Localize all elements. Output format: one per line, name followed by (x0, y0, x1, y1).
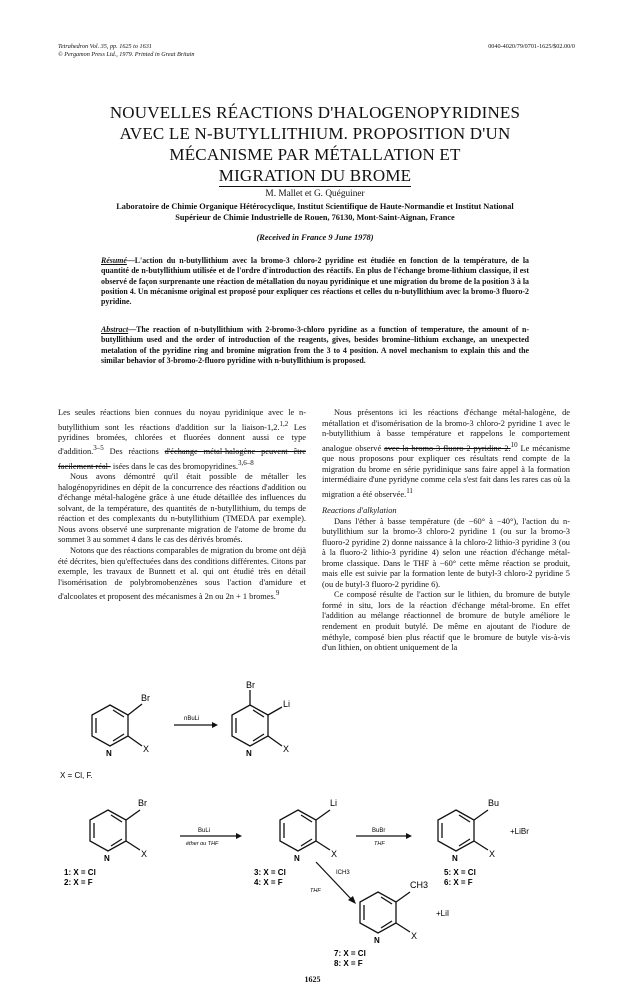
bromine-label: Br (138, 798, 147, 808)
reagent-label: nBuLi (184, 716, 200, 722)
right-paragraph-1: Nous présentons ici les réactions d'échange métal-halogène, de métallation et d'isomérisation de la bromo-3 chloro-2 pyridine 1 avec le n-butyllithium à basse température et rappelons le comportement analogue observé avec la bromo-3 fluoro-2 pyridine 2.10 Le mécanisme que nous proposons pour expliquer ces résultats rend compte de la migration du brome en série pyridinique sans faire appel à la formation intermédiaire d'une pyridyne comme cela s'est fait dans les rares cas où la migration a été observée.$^{11}$ (322, 408, 570, 499)
nitrogen-label: N (294, 854, 300, 863)
substituent-x-label: X (143, 744, 150, 754)
compound-label: 8: X = F (334, 959, 363, 968)
citation: 9 (275, 589, 280, 598)
left-paragraph-2: Nous avons démontré qu'il était possible de métaller les halogénopyridines en dépit de la concurrence des réactions d'addition ou d'échange métal-halogène grâce à une étude détaillée des influences du solvant, de la température, des quantités de n-butyllithium, du temps de réaction et des complexants du n-butyllithium (TMEDA par exemple). Nous avons observé une surprenante migration de l'atome de brome du sommet 3 au sommet 4 dans le cas des dérivés bromés. (58, 472, 306, 545)
running-header-right: 0040-4020/79/0701-1625/$02.00/0 (488, 43, 575, 50)
affiliation-line-2: Supérieur de Chimie Industrielle de Rouen, 76130, Mont-Saint-Aignan, France (175, 212, 455, 222)
resume-text: —L'action du n-butyllithium avec la bromo-3 chloro-2 pyridine est étudiée en fonction de la température, de la quantité de n-butyllithium utilisée et de l'ordre d'introduction des réactifs. En plus de l'échange brome-lithium classique, il est observé de façon surprenante une réaction de métallation du noyau pyridinique et une migration du brome de la position 3 à la position 4. Un mécanisme original est proposé pour expliquer ces réactions et celles du n-butyllithium avec la bromo-3 fluoro-2 pyridine. (101, 256, 529, 307)
authors: M. Mallet et G. Quéguiner (265, 189, 365, 199)
nitrogen-label: N (246, 749, 252, 758)
left-paragraph-3: Notons que des réactions comparables de migration du brome ont déjà été décrites, bien qu'effectuées dans des conditions différentes. Citons par exemple, les travaux de Bunnett et al. qui ont étudié très en détail l'isomérisation de polybromobenzènes sous l'action d'amidure et d'alcoolates et proposent des mécanismes à 2n ou 2n + 1 bromes.$^9$ (58, 545, 306, 601)
resume-block (101, 256, 529, 307)
substituent-legend: X = Cl, F. (60, 771, 93, 780)
substituent-x-label: X (141, 849, 148, 859)
page-number: 1625 (304, 975, 321, 984)
struck-text: d'échange métal-halogène peuvent être facilement réal- (58, 447, 306, 471)
pyridine-ring-1 (90, 810, 140, 851)
right-column (322, 408, 570, 654)
left-paragraph-1: Les seules réactions bien connues du noyau pyridinique avec le n-butyllithium sont les réactions d'addition sur la liaison-1,2.$^{1,2}$ Les pyridines bromées, chlorées et fluorées donnent aussi ce type d'addition.$^{3-5}$ Des réactions d'échange métal-halogène peuvent être facilement réal- isées dans le cas des bromopyridines.$^{3,6-8}$ (58, 408, 307, 471)
substituent-x-label: X (283, 744, 290, 754)
abstract-text: —The reaction of n-butyllithium with 2-bromo-3-chloro pyridine as a function of temperature, the amount of n-butyllithium used and the order of introduction of the reagents, gives, besides bromine–lithium exchange, an unexpected metalation of the pyridine ring and bromine migration from the 3 to 4 position. A novel mechanism to explain this and the similar behavior of 3-bromo-2-fluoro pyridine with n-butyllithium is proposed. (101, 325, 529, 365)
reaction-scheme-1 (52, 680, 312, 782)
butyl-label: Bu (488, 798, 500, 808)
citation: 11 (406, 486, 413, 495)
affiliation-line-1: Laboratoire de Chimie Organique Hétérocyclique, Institut Scientifique de Haute-Normandie et Institut National (116, 202, 514, 211)
reagent-label: ICH3 (336, 870, 350, 876)
citation: 3–5 (93, 444, 104, 453)
compound-label: 6: X = F (444, 878, 473, 887)
pyridine-ring-5 (438, 810, 488, 851)
right-paragraph-3: Ce composé résulte de l'action sur le lithien, du bromure de butyle formé in situ, lors de la réaction d'échange métal-brome. En effet l'addition au mélange réactionnel de bromure de butyle améliore le rendement en produit butylé. De même en ajoutant de l'iodure de méthyle, composé bien plus réactif que le bromure de butyle vis-à-vis d'un lithien, on obtient uniquement de la (322, 590, 570, 653)
pyridine-ring-7 (360, 892, 410, 933)
reaction-scheme-2 (58, 782, 578, 972)
reagent-label: BuLi (198, 828, 211, 834)
right-paragraph-2: Dans l'éther à basse température (de −60° à −40°), l'action du n-butyllithium sur la bromo-3 chloro-2 pyridine 1 (ou sur la bromo-3 fluoro-2 pyridine 2) donne naissance à la chloro-2 lithio-3 pyridine 3 (ou à la fluoro-2 lithio-3 pyridine 4) selon une réaction d'échange métal-brome classique. Dans le THF à −60° cette même réaction se produit, mais elle est suivie par la formation lente de butyl-3 chloro-2 pyridine 5 (ou de butyl-3 fluoro-2 pyridine 6). (322, 516, 570, 589)
nitrogen-label: N (452, 854, 458, 863)
reaction-arrow (316, 862, 352, 900)
arrow-head (236, 833, 242, 839)
methyl-label: CH3 (410, 880, 429, 890)
publisher-line: © Pergamon Press Ltd., 1979. Printed in Great Britain (58, 51, 195, 58)
substituent-x-label: X (331, 849, 338, 859)
compound-label: 5: X = Cl (444, 868, 476, 877)
left-column (58, 408, 306, 602)
title-line-2: AVEC LE N-BUTYLLITHIUM. PROPOSITION D'UN (119, 124, 511, 143)
title-line-4: MIGRATION DU BROME (218, 166, 412, 185)
title-line-3: MÉCANISME PAR MÉTALLATION ET (169, 145, 461, 164)
solvent-label: éther ou THF (186, 841, 219, 847)
compound-label: 3: X = Cl (254, 868, 286, 877)
byproduct-label: +LiBr (510, 827, 529, 836)
nitrogen-label: N (106, 749, 112, 758)
substituent-x-label: X (489, 849, 496, 859)
byproduct-label: +LiI (436, 909, 450, 918)
solvent-label: THF (310, 888, 321, 894)
section-heading: Reactions d'alkylation (322, 505, 397, 515)
abstract-label: Abstract (101, 325, 129, 334)
running-header-left (58, 43, 195, 59)
struck-text: avec la bromo-3 fluoro-2 pyridine 2. (384, 443, 511, 453)
substituent-x-label: X (411, 931, 418, 941)
title-line-1: NOUVELLES RÉACTIONS D'HALOGENOPYRIDINES (109, 103, 521, 122)
compound-label: 2: X = F (64, 878, 93, 887)
solvent-label: THF (374, 841, 385, 847)
arrow-head (212, 722, 218, 728)
article-title (60, 102, 570, 187)
pyridine-ring-left (92, 704, 142, 746)
citation: 10 (510, 440, 518, 449)
resume-label: Résumé (101, 256, 127, 265)
reagent-label: BuBr (372, 828, 386, 834)
affiliation (55, 202, 575, 223)
pyridine-ring-3 (280, 810, 330, 851)
received-date: (Received in France 9 June 1978) (256, 233, 374, 242)
journal-reference: Tetrahedron Vol. 35, pp. 1625 to 1631 (58, 43, 152, 50)
nitrogen-label: N (104, 854, 110, 863)
compound-label: 1: X = Cl (64, 868, 96, 877)
bromine-label: Br (246, 680, 255, 690)
abstract-block (101, 325, 529, 366)
lithium-label: Li (330, 798, 338, 808)
citation: 1,2 (279, 419, 289, 428)
arrow-head (406, 833, 412, 839)
compound-label: 7: X = Cl (334, 949, 366, 958)
nitrogen-label: N (374, 936, 380, 945)
bromine-label: Br (141, 693, 150, 703)
citation: 3,6–8 (238, 458, 254, 467)
lithium-label: Li (283, 699, 291, 709)
pyridine-ring-right (232, 690, 282, 746)
compound-label: 4: X = F (254, 878, 283, 887)
